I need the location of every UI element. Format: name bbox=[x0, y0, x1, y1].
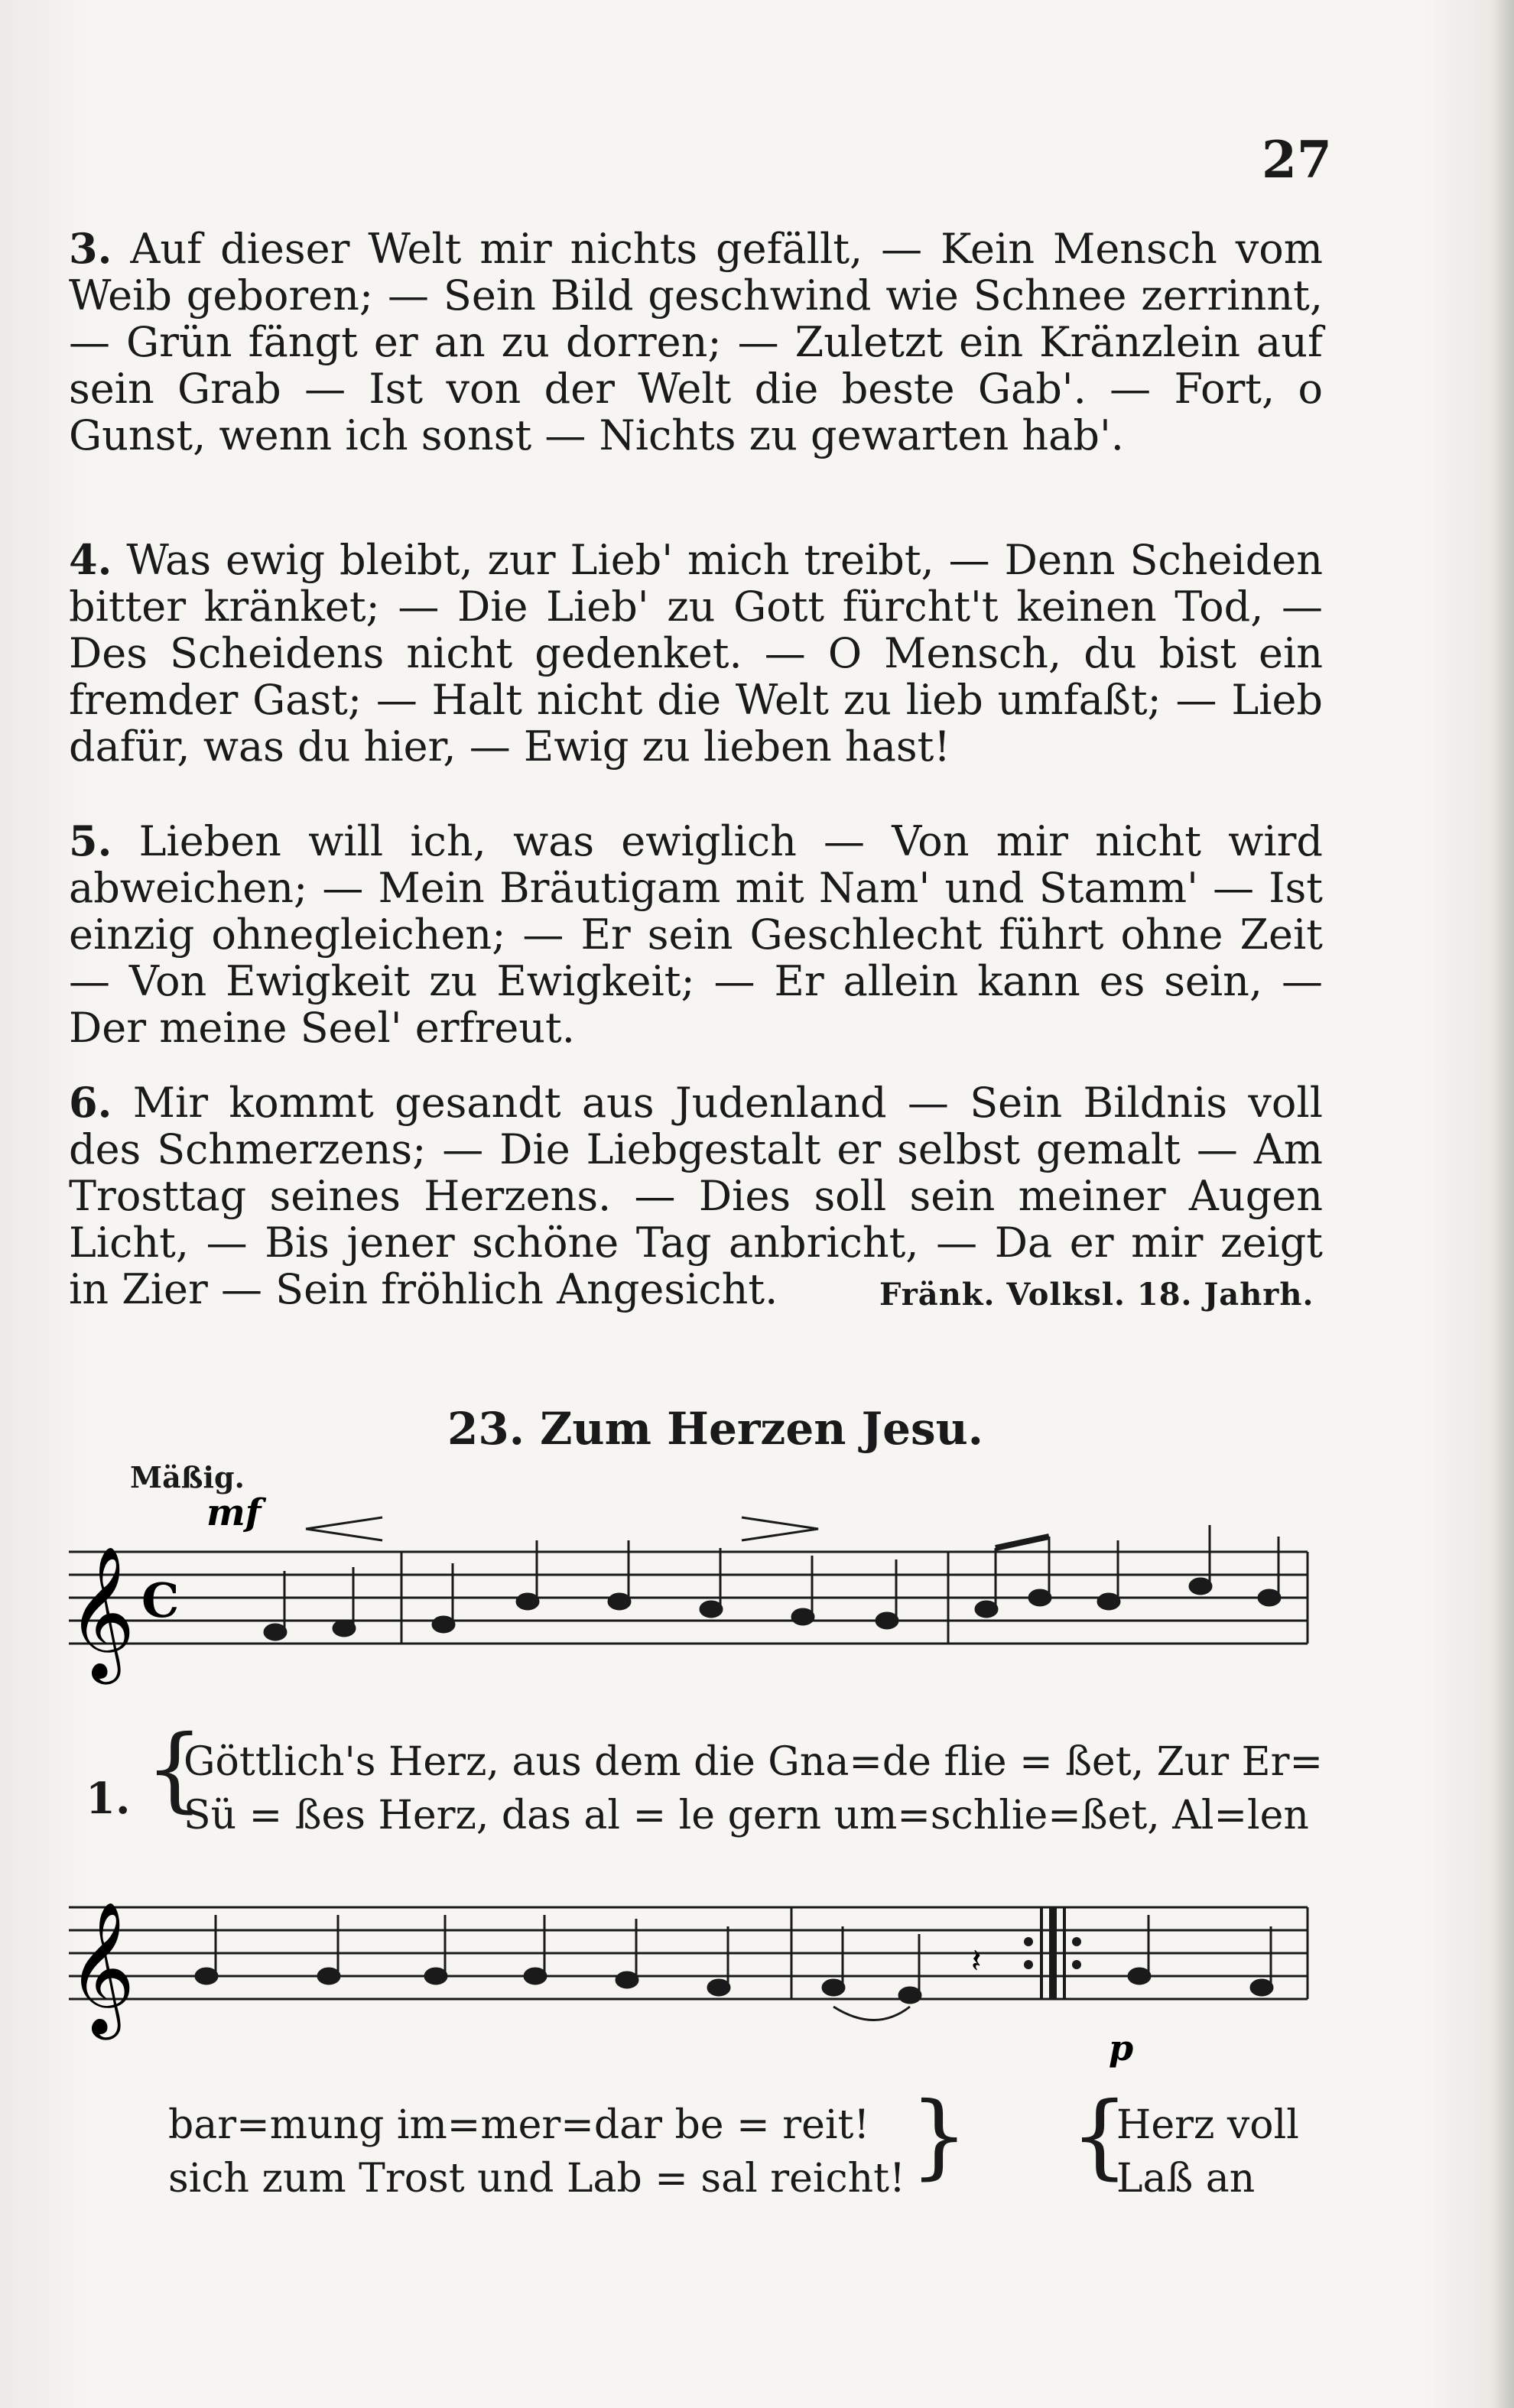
music-staff-2 bbox=[54, 1850, 1323, 2079]
notes-measure-3 bbox=[976, 1525, 1280, 1617]
notes-measure-6 bbox=[1129, 1915, 1272, 1995]
tempo-marking: Mäßig. bbox=[130, 1460, 245, 1494]
music-staff-1 bbox=[54, 1494, 1323, 1709]
lyric-line-1b: Sü = ßes Herz, das al = le gern um=schlie=ßet, Al=len bbox=[184, 1793, 1309, 1838]
common-time-icon: C bbox=[141, 1572, 180, 1628]
staff-lines bbox=[69, 1552, 1308, 1644]
lyric-line-2c: Herz voll bbox=[1116, 2102, 1299, 2148]
notes-measure-4 bbox=[196, 1915, 729, 1995]
stanza-text: Auf dieser Welt mir nichts gefällt, — Kein Mensch vom Weib geboren; — Sein Bild geschwind wie Schnee zerrinnt, — Grün fängt er an zu dorren; — Zuletzt ein Kränzlein auf sein Grab — Ist von der Welt die beste Gab'. — Fort, o Gunst, wenn ich sonst — Nichts zu gewarten hab'. bbox=[69, 225, 1323, 459]
lyrics-brace: { bbox=[145, 1716, 204, 1822]
hymn-title: 23. Zum Herzen Jesu. bbox=[447, 1403, 983, 1455]
crescendo-hairpin bbox=[306, 1517, 382, 1540]
notes-measure-1 bbox=[265, 1567, 355, 1640]
stanza-5 bbox=[69, 818, 1323, 1051]
stanza-text: Lieben will ich, was ewiglich — Von mir nicht wird abweichen; — Mein Bräutigam mit Nam' und Stamm' — Ist einzig ohnegleichen; — Er sein Geschlecht führt ohne Zeit — Von Ewigkeit zu Ewigkeit; — Er allein kann es sein, — Der meine Seel' erfreut. bbox=[69, 817, 1323, 1052]
stanza-number: 3. bbox=[69, 224, 112, 273]
lyric-line-2a: bar=mung im=mer=dar be = reit! bbox=[168, 2102, 870, 2148]
decrescendo-hairpin bbox=[742, 1517, 818, 1540]
staff-lines bbox=[69, 1907, 1308, 1999]
lyrics-brace-close: } bbox=[910, 2083, 969, 2189]
page-number: 27 bbox=[1262, 130, 1332, 190]
stanza-number: 4. bbox=[69, 535, 112, 584]
page-edge-shadow bbox=[1491, 0, 1514, 2408]
stanza-text: Was ewig bleibt, zur Lieb' mich treibt, — Denn Scheiden bitter kränket; — Die Lieb' zu Gott fürcht't keinen Tod, — Des Scheidens nicht gedenket. — O Mensch, du bist ein fremder Gast; — Halt nicht die Welt zu lieb umfaßt; — Lieb dafür, was du hier, — Ewig zu lieben hast! bbox=[69, 536, 1323, 771]
lyric-line-1a: Göttlich's Herz, aus dem die Gna=de flie = ßet, Zur Er= bbox=[184, 1739, 1324, 1785]
stanza-4 bbox=[69, 537, 1323, 770]
notes-measure-5 bbox=[823, 1926, 921, 2020]
stanza-text: Mir kommt gesandt aus Judenland — Sein Bildnis voll des Schmerzens; — Die Liebgestalt er selbst gemalt — Am Trosttag seines Herzens. — Dies soll sein meiner Augen Licht, — Bis jener schöne Tag anbricht, — Da er mir zeigt in Zier — Sein fröhlich Angesicht. bbox=[69, 1079, 1323, 1313]
stanza-3 bbox=[69, 226, 1323, 459]
lyrics-brace: { bbox=[1071, 2083, 1129, 2189]
dynamic-p: p bbox=[1109, 2027, 1134, 2069]
dynamic-mf: mf bbox=[206, 1494, 262, 1534]
lyric-line-2b: sich zum Trost und Lab = sal reicht! bbox=[168, 2156, 905, 2202]
lyric-line-2d: Laß an bbox=[1116, 2156, 1256, 2202]
source-attribution: Fränk. Volksl. 18. Jahrh. bbox=[879, 1277, 1314, 1313]
treble-clef-icon: 𝄞 bbox=[67, 1901, 135, 2034]
treble-clef-icon: 𝄞 bbox=[67, 1546, 135, 1679]
notes-measure-2 bbox=[433, 1540, 898, 1632]
stanza-number: 5. bbox=[69, 816, 112, 865]
stanza-number: 6. bbox=[69, 1078, 112, 1127]
verse-number: 1. bbox=[86, 1774, 131, 1824]
rest-icon: 𝄽 bbox=[971, 1942, 982, 1981]
